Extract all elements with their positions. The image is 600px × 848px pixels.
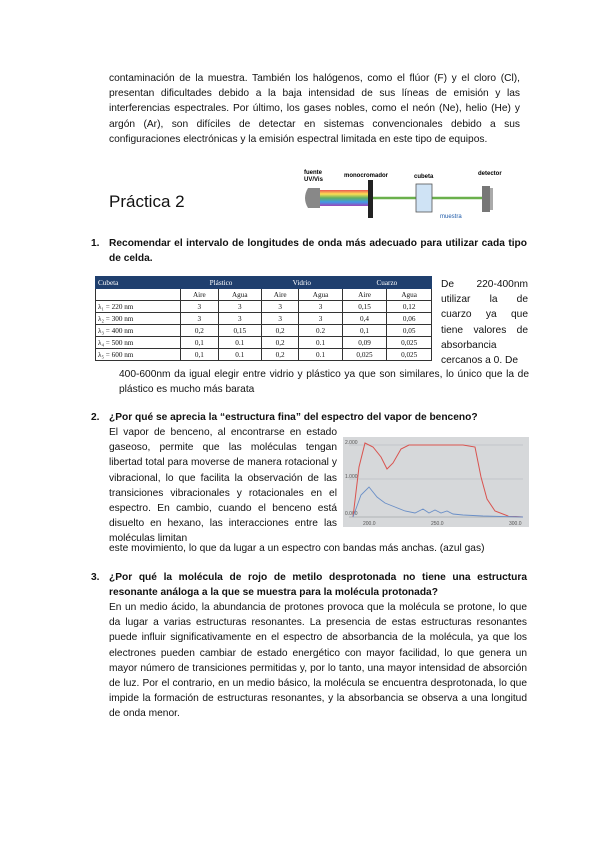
table-cell: 3 bbox=[218, 301, 261, 313]
table-cell: 3 bbox=[218, 313, 261, 325]
q3-number: 3. bbox=[91, 572, 100, 583]
table-cell: 0,15 bbox=[342, 301, 387, 313]
monochromator-slit bbox=[368, 180, 373, 218]
table-header-quartz: Cuarzo bbox=[342, 277, 431, 289]
section-title: Práctica 2 bbox=[109, 192, 185, 211]
table-cell: 3 bbox=[181, 313, 218, 325]
table-cell: 0.1 bbox=[218, 349, 261, 361]
y-tick-label: 2.000 bbox=[345, 440, 358, 446]
q1-answer-side: De 220-400nm utilizar la de cuarzo ya que tiene valores de absorbancia cercanos a 0. De bbox=[441, 279, 528, 367]
row-label: λ₅ = 600 nm bbox=[96, 349, 181, 361]
cuvette bbox=[416, 184, 432, 212]
detector-label: detector bbox=[478, 171, 502, 177]
table-cell: 0,06 bbox=[387, 313, 432, 325]
table-cell: 0,2 bbox=[261, 349, 298, 361]
cuvette-absorbance-table bbox=[95, 276, 432, 361]
sample-label: muestra bbox=[440, 214, 462, 220]
table-cell: 3 bbox=[299, 301, 342, 313]
table-cell: 0,025 bbox=[342, 349, 387, 361]
table-cell: 0,12 bbox=[387, 301, 432, 313]
table-cell: 0,025 bbox=[387, 349, 432, 361]
mono-label: monocromador bbox=[344, 173, 389, 179]
y-tick-label: 0.000 bbox=[345, 511, 358, 517]
x-tick-label: 200.0 bbox=[363, 521, 376, 527]
table-cell: 0,2 bbox=[181, 325, 218, 337]
detector-front bbox=[490, 188, 493, 210]
table-subheader: Agua bbox=[387, 289, 432, 301]
table-subheader-empty bbox=[96, 289, 181, 301]
q3-question: ¿Por qué la molécula de rojo de metilo desprotonada no tiene una estructura resonante análoga a la que se muestra para la molécula protonada? bbox=[109, 572, 527, 599]
source-label-2: UV/Vis bbox=[304, 177, 323, 183]
table-cell: 0,1 bbox=[181, 349, 218, 361]
table-cell: 0,2 bbox=[261, 325, 298, 337]
table-cell: 0.1 bbox=[218, 337, 261, 349]
table-header-cubeta: Cubeta bbox=[96, 277, 181, 289]
q2-answer-rest: este movimiento, lo que da lugar a un espectro con bandas más anchas. (azul gas) bbox=[109, 543, 485, 554]
row-label: λ₁ = 220 nm bbox=[96, 301, 181, 313]
table-cell: 0,2 bbox=[261, 337, 298, 349]
intro-paragraph: contaminación de la muestra. También los halógenos, como el flúor (F) y el cloro (Cl), presentan dificultades debido a la baja intensidad de sus líneas de emisión y las interferencias espectrales. Por último, los gases nobles, como el neón (Ne), helio (He) y argón (Ar), son difíciles de detectar en sistemas convencionales debido a sus configuraciones electrónicas y la emisión espectral limitada en este tipo de equipos. bbox=[109, 73, 520, 145]
q2-question: ¿Por qué se aprecia la “estructura fina” del espectro del vapor de benceno? bbox=[109, 412, 478, 423]
table-cell: 3 bbox=[261, 313, 298, 325]
table-row bbox=[96, 325, 432, 337]
q2-answer-side: El vapor de benceno, al encontrarse en estado gaseoso, permite que las moléculas tengan libertad total para moverse de manera rotacional y vibracional, lo que facilita la observación de las transiciones vibracionales y rotacionales en el espectro. En cambio, cuando el benceno está disuelto en hexano, las interacciones entre las moléculas limitan bbox=[109, 427, 337, 545]
table-subheader: Agua bbox=[218, 289, 261, 301]
q1-number: 1. bbox=[91, 238, 100, 249]
y-tick-label: 1.000 bbox=[345, 474, 358, 480]
table-header-glass: Vidrio bbox=[261, 277, 342, 289]
table-cell: 0.1 bbox=[299, 349, 342, 361]
table-cell: 0,1 bbox=[342, 325, 387, 337]
source-label-1: fuente bbox=[304, 170, 322, 176]
q1-question: Recomendar el intervalo de longitudes de onda más adecuado para utilizar cada tipo de celda. bbox=[109, 238, 527, 265]
table-cell: 0,15 bbox=[218, 325, 261, 337]
lamp-shape bbox=[305, 188, 320, 208]
detector-box bbox=[482, 186, 490, 212]
table-row bbox=[96, 313, 432, 325]
table-row bbox=[96, 349, 432, 361]
table-row bbox=[96, 337, 432, 349]
q3-answer: En un medio ácido, la abundancia de protones provoca que la molécula se protone, lo que da lugar a varias estructuras resonantes. La presencia de estas estructuras resonantes puede influir significativamente en el espectro de absorbancia de la molécula, ya que los electrones pueden cambiar de estado energético con mayor facilidad, lo que genera un mayor número de transiciones permitidas y, por lo tanto, una mayor intensidad de absorción de luz. Por el contrario, en un medio básico, la molécula se encuentra desprotonada, lo que impide la formación de estructuras resonantes, y la absorbancia se observa a una longitud de onda menor. bbox=[109, 602, 527, 720]
row-label: λ₄ = 500 nm bbox=[96, 337, 181, 349]
spectrophotometer-diagram bbox=[300, 166, 508, 222]
table-cell: 3 bbox=[181, 301, 218, 313]
table-subheader: Aire bbox=[181, 289, 218, 301]
light-beam-rainbow bbox=[320, 190, 372, 206]
benzene-spectrum-photo bbox=[343, 437, 529, 527]
table-cell: 0.2 bbox=[299, 325, 342, 337]
table-cell: 3 bbox=[299, 313, 342, 325]
x-tick-label: 300.0 bbox=[509, 521, 522, 527]
table-header-plastic: Plástico bbox=[181, 277, 262, 289]
cell-label: cubeta bbox=[414, 174, 434, 180]
row-label: λ₃ = 400 nm bbox=[96, 325, 181, 337]
table-cell: 0,1 bbox=[181, 337, 218, 349]
table-cell: 0,025 bbox=[387, 337, 432, 349]
table-cell: 0,09 bbox=[342, 337, 387, 349]
x-tick-label: 250.0 bbox=[431, 521, 444, 527]
table-subheader: Aire bbox=[261, 289, 298, 301]
table-cell: 0.1 bbox=[299, 337, 342, 349]
table-cell: 0,4 bbox=[342, 313, 387, 325]
q1-answer-rest: 400-600nm da igual elegir entre vidrio y plástico ya que son similares, lo único que la de plástico es mucho más barata bbox=[119, 369, 529, 396]
table-subheader: Agua bbox=[299, 289, 342, 301]
q2-number: 2. bbox=[91, 412, 100, 423]
table-row bbox=[96, 301, 432, 313]
row-label: λ₂ = 300 nm bbox=[96, 313, 181, 325]
table-subheader: Aire bbox=[342, 289, 387, 301]
table-cell: 3 bbox=[261, 301, 298, 313]
table-cell: 0,05 bbox=[387, 325, 432, 337]
